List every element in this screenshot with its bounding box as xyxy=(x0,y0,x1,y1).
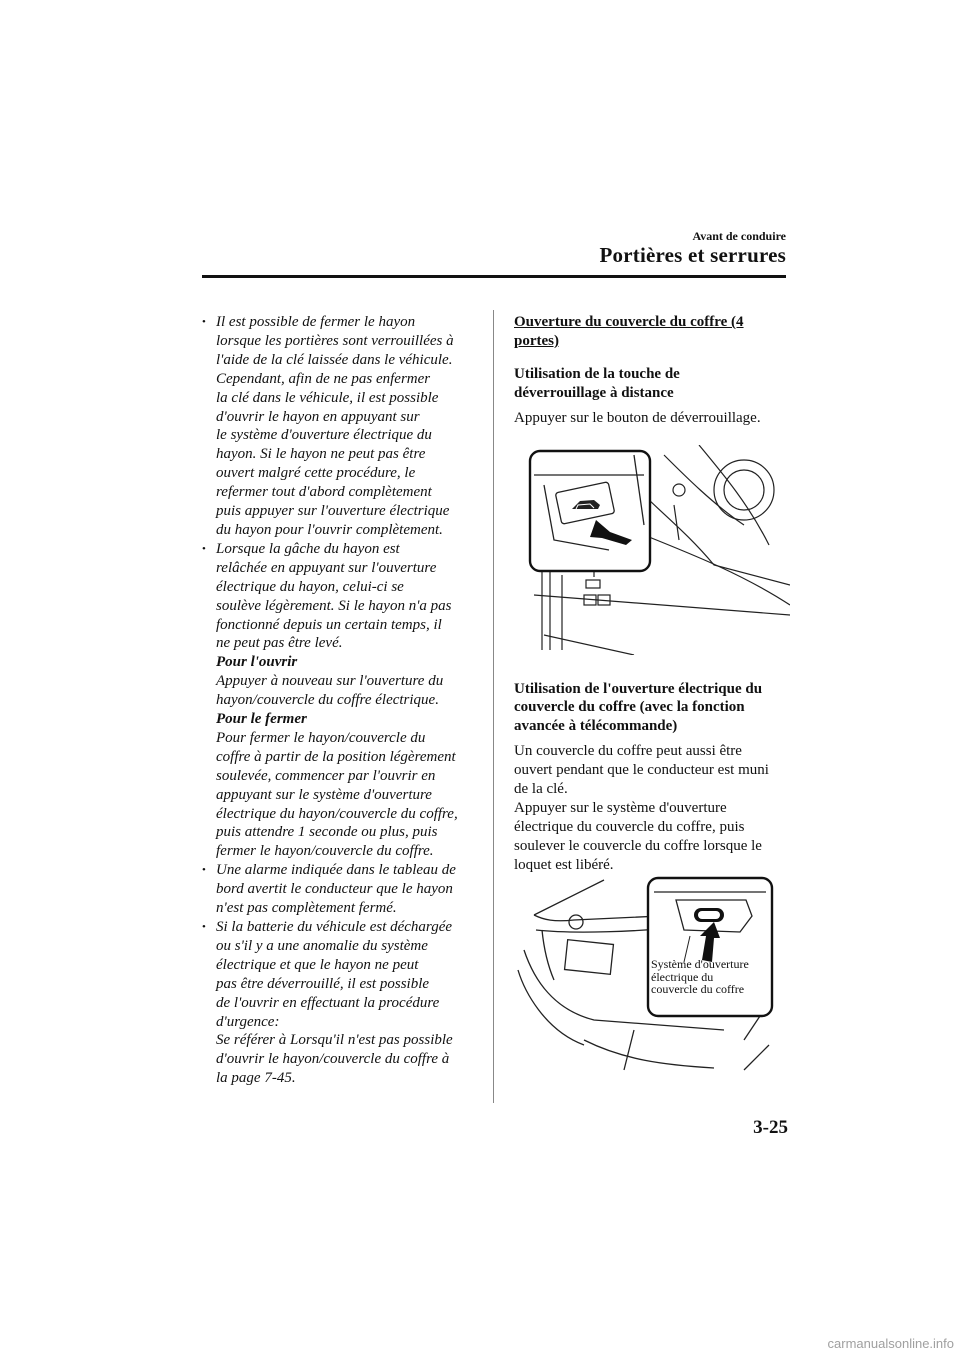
open-heading: Pour l'ouvrir xyxy=(216,654,298,671)
note-text: Il est possible de fermer le hayon lorsque les portières sont verrouillées à l'aide de la clé laissée dans le véhicule. Cependant, afin de ne pas enfermer la clé dans le véhicule, il est possible d'ouvrir le hayon en appuyant sur le système d'ouverture électrique du hayon. Si le hayon ne peut pas être ouvert malgré cette procédure, le refermer tout d'abord complètement puis appuyer sur l'ouverture électrique du hayon pour l'ouvrir complètement. xyxy=(216,314,454,538)
left-column xyxy=(202,313,480,1088)
subsection-title-electric: Utilisation de l'ouverture électrique du couvercle du coffre (avec la fonction avancée à télécommande) xyxy=(514,680,763,735)
note-bullet xyxy=(202,861,480,918)
section-header: Avant de conduire xyxy=(692,229,786,243)
page-number: 3-25 xyxy=(753,1117,788,1138)
trunk-opener-label: Système d'ouverture électrique du couvercle du coffre xyxy=(651,957,749,996)
note-bullet xyxy=(202,540,480,653)
note-bullet xyxy=(202,918,480,1088)
bullet-icon: • xyxy=(202,864,206,877)
bullet-icon: • xyxy=(202,542,206,555)
bullet-icon: • xyxy=(202,921,206,933)
chapter-title: Portières et serrures xyxy=(599,243,786,267)
section-title: Ouverture du couvercle du coffre (4 portes) xyxy=(514,314,744,349)
bullet-icon: • xyxy=(202,316,206,328)
column-divider xyxy=(493,310,494,1103)
subsection-title-remote: Utilisation de la touche de déverrouillage à distance xyxy=(514,365,680,401)
open-text: Appuyer à nouveau sur l'ouverture du hayon/couvercle du coffre électrique. xyxy=(216,673,444,709)
close-heading: Pour le fermer xyxy=(216,711,307,728)
dashboard-trunk-button-illustration xyxy=(514,445,790,655)
note-text: Si la batterie du véhicule est déchargée ou s'il y a une anomalie du système électrique et que le hayon ne peut pas être déverrouillé, il est possible de l'ouvrir en effectuant la procédure d'urgence: Se référer à Lorsqu'il n'est pas possible d'ouvrir le hayon/couvercle du coffre à la page 7-45. xyxy=(216,919,453,1087)
open-procedure xyxy=(202,653,480,861)
note-text: Lorsque la gâche du hayon est relâchée en appuyant sur l'ouverture électrique du hayon, celui-ci se soulève légèrement. Si le hayon n'a pas fonctionné depuis un certain temps, il ne peut pas être levé. xyxy=(216,540,452,652)
remote-instruction: Appuyer sur le bouton de déverrouillage. xyxy=(514,409,761,426)
note-bullet xyxy=(202,313,480,540)
electric-instruction: Un couvercle du coffre peut aussi être ouvert pendant que le conducteur est muni de la clé. Appuyer sur le système d'ouverture électrique du couvercle du coffre, puis soulever le couvercle du coffre lorsque le loquet est libéré. xyxy=(514,743,769,873)
header-rule xyxy=(202,275,786,278)
note-text: Une alarme indiquée dans le tableau de bord avertit le conducteur que le hayon n'est pas complètement fermé. xyxy=(216,862,456,917)
watermark: carmanualsonline.info xyxy=(827,1336,954,1351)
close-text: Pour fermer le hayon/couvercle du coffre à partir de la position légèrement soulevée, commencer par l'ouvrir en appuyant sur le système d'ouverture électrique du hayon/couvercle du coffre, puis attendre 1 seconde ou plus, puis fermer le hayon/couvercle du coffre. xyxy=(216,729,458,860)
